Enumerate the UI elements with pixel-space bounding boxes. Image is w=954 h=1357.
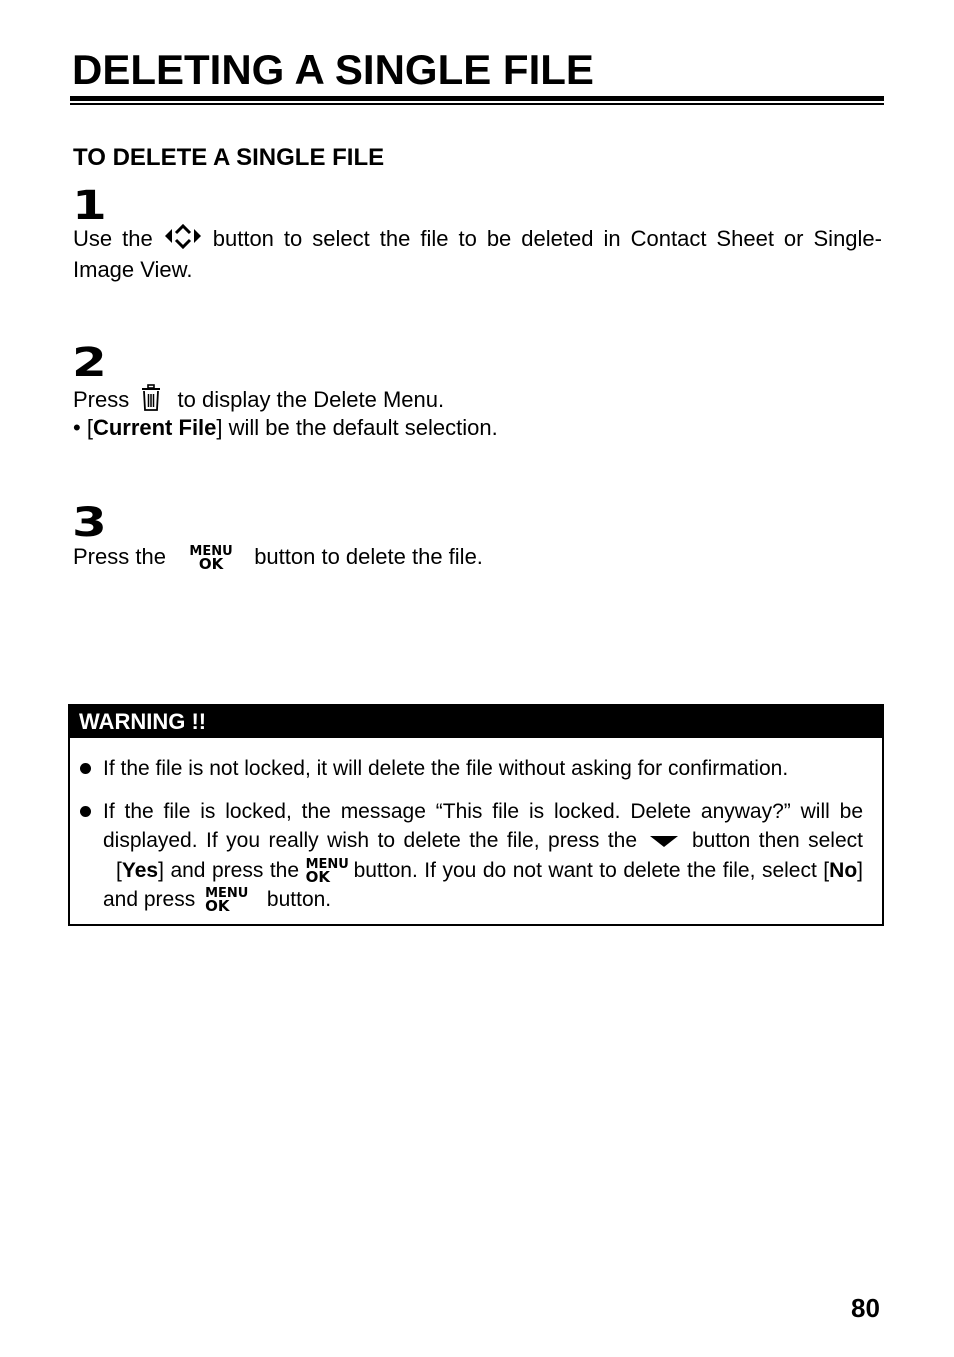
step-number-3: 3 — [72, 500, 107, 546]
menu-ok-icon: MENU OK — [205, 886, 249, 916]
down-arrow-icon — [649, 827, 679, 856]
warning-header: WARNING !! — [70, 706, 882, 738]
step-number-2: 2 — [72, 340, 107, 386]
title-rule-thick — [70, 96, 884, 101]
trash-icon — [141, 384, 161, 418]
step-2-bullet: • [Current File] will be the default selection. — [73, 415, 498, 440]
four-way-arrows-icon — [163, 224, 203, 256]
title-rule-thin — [70, 103, 884, 105]
warning-box — [68, 704, 884, 926]
step-1-text: Use the button to select the file to be deleted in Contact Sheet or Single-Image View. — [73, 225, 882, 282]
step-number-1: 1 — [72, 183, 107, 229]
warning-item-1: If the file is not locked, it will delete the file without asking for confirmation. — [80, 754, 863, 783]
bullet-dot — [80, 763, 91, 774]
step-2-text: Press to display the Delete Menu. — [73, 384, 882, 418]
warning-item-2: If the file is locked, the message “This file is locked. Delete anyway?” will be displayed. If you really wish to delete the file, press the button then select [Yes] and press the MENU OK button. If you do not want to delete the file, select [No] and press MENU OK button. — [80, 797, 863, 914]
menu-ok-icon: MENU OK — [305, 857, 349, 887]
page-title: DELETING A SINGLE FILE — [72, 46, 594, 93]
page-number: 80 — [851, 1293, 880, 1323]
section-subheading: TO DELETE A SINGLE FILE — [73, 144, 385, 171]
menu-ok-icon: MENU OK — [189, 544, 233, 574]
bullet-dot — [80, 806, 91, 817]
warning-list — [80, 754, 863, 928]
step-3-text: Press the MENU OK button to delete the file. — [73, 544, 483, 574]
